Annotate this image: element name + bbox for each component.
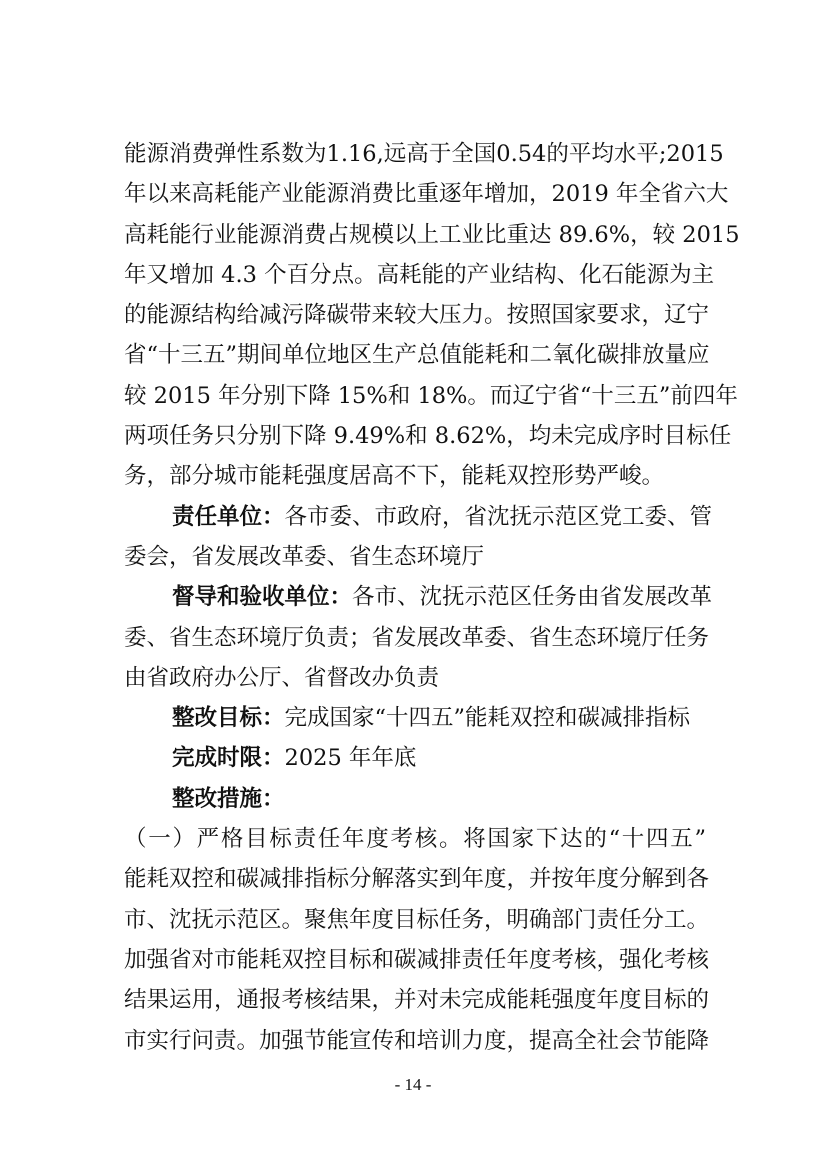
text-line: 两项任务只分别下降 9.49%和 8.62%，均未完成序时目标任 <box>124 423 732 450</box>
text-line: 委会，省发展改革委、省生态环境厅 <box>124 543 485 570</box>
text-line: （一）严格目标责任年度考核。将国家下达的“十四五” <box>124 826 706 853</box>
text-line: 能耗双控和碳减排指标分解落实到年度，并按年度分解到各 <box>124 866 710 893</box>
text-span: 完成国家“十四五”能耗双控和碳减排指标 <box>284 705 691 732</box>
text-line: 委、省生态环境厅负责；省发展改革委、省生态环境厅任务 <box>124 624 710 651</box>
paragraph-supervision-units <box>124 577 713 698</box>
paragraph-background <box>124 134 740 497</box>
label-supervision-units: 督导和验收单位： <box>172 584 353 611</box>
paragraph-rectification-goal <box>124 698 706 738</box>
text-line: 年又增加 4.3 个百分点。高耗能的产业结构、化石能源为主 <box>124 261 715 288</box>
text-span: 2025 年年底 <box>284 745 417 772</box>
paragraph-responsible-units <box>124 497 713 578</box>
paragraph-measure-1 <box>124 819 710 1061</box>
label-measures: 整改措施： <box>172 785 285 812</box>
page-number: - 14 - <box>394 1075 432 1094</box>
label-rectification-goal: 整改目标： <box>172 705 285 732</box>
text-line: 务，部分城市能耗强度居高不下，能耗双控形势严峻。 <box>124 463 665 490</box>
text-line: 结果运用，通报考核结果，并对未完成能耗强度年度目标的 <box>124 987 710 1014</box>
text-span: 各市、沈抚示范区任务由省发展改革 <box>352 584 713 611</box>
text-line: 高耗能行业能源消费占规模以上工业比重达 89.6%，较 2015 <box>124 221 740 248</box>
text-line <box>124 577 713 617</box>
label-responsible-units: 责任单位： <box>172 503 285 530</box>
text-line: 加强省对市能耗双控目标和碳减排责任年度考核，强化考核 <box>124 946 710 973</box>
text-line: 年以来高耗能产业能源消费比重逐年增加，2019 年全省六大 <box>124 181 729 208</box>
text-line <box>124 497 713 537</box>
text-line: 能源消费弹性系数为1.16,远高于全国0.54的平均水平;2015 <box>124 141 724 167</box>
text-line: 由省政府办公厅、省督改办负责 <box>124 664 440 691</box>
text-line: 较 2015 年分别下降 15%和 18%。而辽宁省“十三五”前四年 <box>124 382 738 409</box>
paragraph-measures-heading <box>124 779 706 819</box>
text-line: 的能源结构给减污降碳带来较大压力。按照国家要求，辽宁 <box>124 302 710 329</box>
text-span: 各市委、市政府，省沈抚示范区党工委、管 <box>284 503 713 530</box>
text-line: 市、沈抚示范区。聚焦年度目标任务，明确部门责任分工。 <box>124 906 710 933</box>
text-line: 省“十三五”期间单位地区生产总值能耗和二氧化碳排放量应 <box>124 342 710 369</box>
text-line: 市实行问责。加强节能宣传和培训力度，提高全社会节能降 <box>124 1027 710 1054</box>
paragraph-deadline <box>124 738 706 778</box>
document-body <box>124 134 740 1061</box>
label-deadline: 完成时限： <box>172 745 285 772</box>
